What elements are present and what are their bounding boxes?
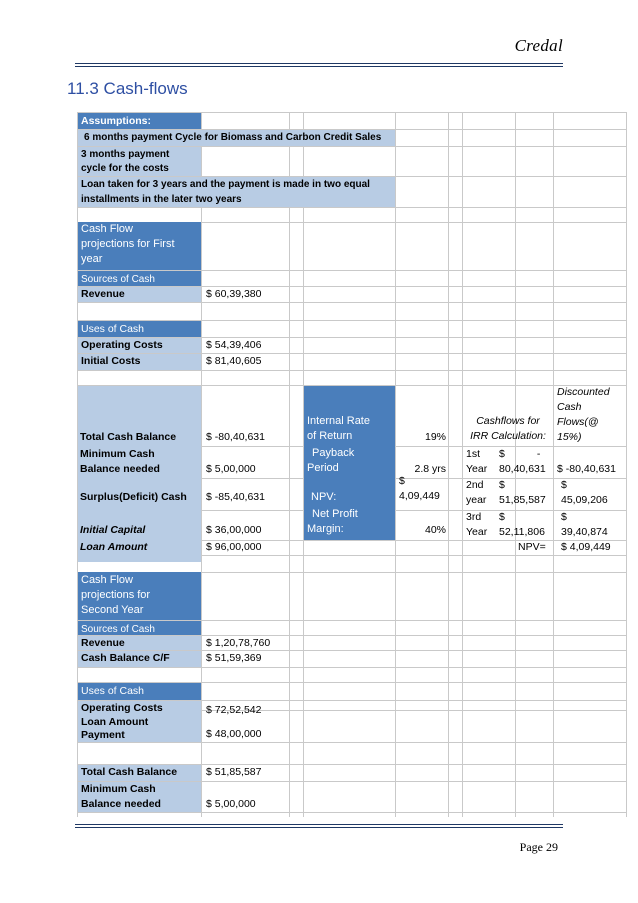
irr-year3-label-line1: 3rd (466, 511, 482, 523)
year1-heading (78, 222, 201, 270)
year1-mincash-label (80, 447, 201, 477)
page-number: Page 29 (519, 840, 558, 854)
year1-mincash-line1: Minimum Cash (80, 448, 155, 460)
year1-initcost-value: $ 81,40,605 (206, 355, 262, 367)
irr-calc-heading (463, 414, 553, 444)
irr-year2-dcf-line1: $ (561, 479, 567, 491)
irr-year1-label-line2: Year (466, 463, 488, 475)
year1-revenue-value: $ 60,39,380 (206, 288, 262, 300)
npm-label-line2: Margin: (307, 523, 344, 535)
year1-initcap-value: $ 36,00,000 (206, 524, 262, 536)
year1-surplus-label: Surplus(Deficit) Cash (80, 491, 187, 503)
page-header-brand: Credal (514, 36, 563, 55)
irr-year3-cf-line1: $ (499, 511, 505, 523)
year1-opcost-label: Operating Costs (78, 338, 201, 353)
irr-npv-value: $ 4,09,449 (561, 541, 611, 553)
irr-year2-dcf-line2: 45,09,206 (561, 494, 608, 506)
year2-tcb-label: Total Cash Balance (78, 765, 201, 781)
irr-year3-cf-line2: 52,11,806 (499, 526, 545, 538)
section-title: 11.3 Cash-flows (67, 79, 188, 98)
footer-rule (75, 824, 563, 825)
year1-opcost-value: $ 54,39,406 (206, 339, 262, 351)
year1-mincash-value: $ 5,00,000 (206, 463, 256, 475)
year2-mincash-label (78, 782, 201, 812)
year1-loan-label: Loan Amount (80, 541, 148, 553)
year2-mincash-value: $ 5,00,000 (206, 798, 256, 810)
year1-revenue-label: Revenue (78, 287, 201, 302)
header-rule-thin (75, 66, 563, 67)
irr-label-line2: of Return (307, 430, 353, 442)
assumption-line-2a: 3 months payment (78, 147, 201, 162)
year1-initcost-label: Initial Costs (78, 354, 201, 370)
year2-loanpay-line1: Loan Amount (81, 716, 149, 728)
irr-calc-heading-line2: IRR Calculation: (470, 430, 546, 442)
year2-revenue-value: $ 1,20,78,760 (206, 637, 271, 649)
dcf-heading-line2: Cash (557, 401, 582, 413)
year2-mincash-line2: Balance needed (81, 798, 161, 810)
cashflow-spreadsheet (77, 112, 627, 817)
irr-year2-cf-line2: 51,85,587 (499, 494, 546, 506)
payback-label-line2: Period (307, 462, 339, 474)
npm-label (307, 507, 395, 537)
year2-loanpay-line2: Payment (81, 729, 125, 741)
npm-label-line1: Net Profit (312, 508, 358, 520)
year1-uses-label: Uses of Cash (78, 321, 201, 337)
footer-rule-thin (75, 827, 563, 828)
year1-mincash-line2: Balance needed (80, 463, 160, 475)
irr-year3-label-line2: Year (466, 526, 488, 538)
year2-loanpay-value: $ 48,00,000 (206, 728, 262, 740)
irr-year2-cf (499, 478, 555, 508)
assumption-line-2b: cycle for the costs (78, 161, 201, 176)
year1-heading-line3: year (81, 253, 103, 265)
year2-sources-label: Sources of Cash (78, 621, 201, 635)
payback-value: 2.8 yrs (414, 463, 446, 475)
irr-npv-label: NPV= (518, 541, 546, 553)
year1-tcb-value: $ -80,40,631 (206, 431, 265, 443)
irr-label (307, 414, 395, 444)
year2-cbcf-label: Cash Balance C/F (78, 651, 201, 667)
irr-year1-cf (499, 447, 555, 477)
year1-tcb-label: Total Cash Balance (80, 431, 177, 443)
year2-revenue-label: Revenue (78, 636, 201, 650)
irr-value: 19% (424, 431, 446, 443)
dcf-heading (557, 385, 625, 445)
year2-opcost-value: $ 72,52,542 (206, 704, 262, 716)
year1-loan-value: $ 96,00,000 (206, 541, 262, 553)
year1-surplus-value: $ -85,40,631 (206, 491, 265, 503)
payback-label (307, 446, 395, 476)
assumption-line-3b: installments in the later two years (78, 192, 395, 207)
year2-cbcf-value: $ 51,59,369 (206, 652, 262, 664)
npv-value-line2: 4,09,449 (399, 490, 440, 502)
assumptions-heading: Assumptions: (78, 113, 201, 129)
year2-heading (78, 572, 201, 620)
irr-year2-label-line2: year (466, 494, 487, 506)
year1-sources-label: Sources of Cash (78, 271, 201, 286)
year2-heading-line1: Cash Flow (81, 574, 133, 586)
irr-year1-cf-line1: $ - (499, 448, 541, 460)
header-rule (75, 63, 563, 64)
npm-value: 40% (424, 524, 446, 536)
year2-heading-line3: Second Year (81, 604, 144, 616)
irr-year3-dcf (561, 510, 627, 540)
irr-year3-dcf-line1: $ (561, 511, 567, 523)
assumption-line-1: 6 months payment Cycle for Biomass and Carbon Credit Sales (78, 130, 395, 146)
irr-year2-dcf (561, 478, 627, 508)
year2-loanpay-label (78, 716, 201, 742)
year1-heading-line2: projections for First (81, 238, 175, 250)
irr-calc-heading-line1: Cashflows for (476, 415, 540, 427)
irr-year2-cf-line1: $ (499, 479, 505, 491)
year2-uses-label: Uses of Cash (78, 683, 201, 700)
irr-year3-cf (499, 510, 555, 540)
npv-value (399, 474, 449, 504)
year2-opcost-label: Operating Costs (78, 701, 201, 716)
irr-year1-label-line1: 1st (466, 448, 481, 460)
year2-heading-line2: projections for (81, 589, 151, 601)
irr-year3-dcf-line2: 39,40,874 (561, 526, 608, 538)
irr-label-line1: Internal Rate (307, 415, 370, 427)
payback-label-line1: Payback (312, 447, 355, 459)
irr-year1-cf-line2: 80,40,631 (499, 463, 546, 475)
dcf-heading-line4: 15%) (557, 431, 582, 443)
dcf-heading-line1: Discounted (557, 386, 610, 398)
npv-label: NPV: (311, 491, 337, 503)
year2-tcb-value: $ 51,85,587 (206, 766, 262, 778)
year1-initcap-label: Initial Capital (80, 524, 146, 536)
year2-mincash-line1: Minimum Cash (81, 783, 156, 795)
irr-year2-label-line1: 2nd (466, 479, 484, 491)
assumption-line-3a: Loan taken for 3 years and the payment is made in two equal (78, 177, 395, 192)
year1-heading-line1: Cash Flow (81, 223, 133, 235)
npv-value-line1: $ (399, 475, 405, 487)
irr-year1-dcf: $ -80,40,631 (557, 463, 616, 475)
dcf-heading-line3: Flows(@ (557, 416, 599, 428)
